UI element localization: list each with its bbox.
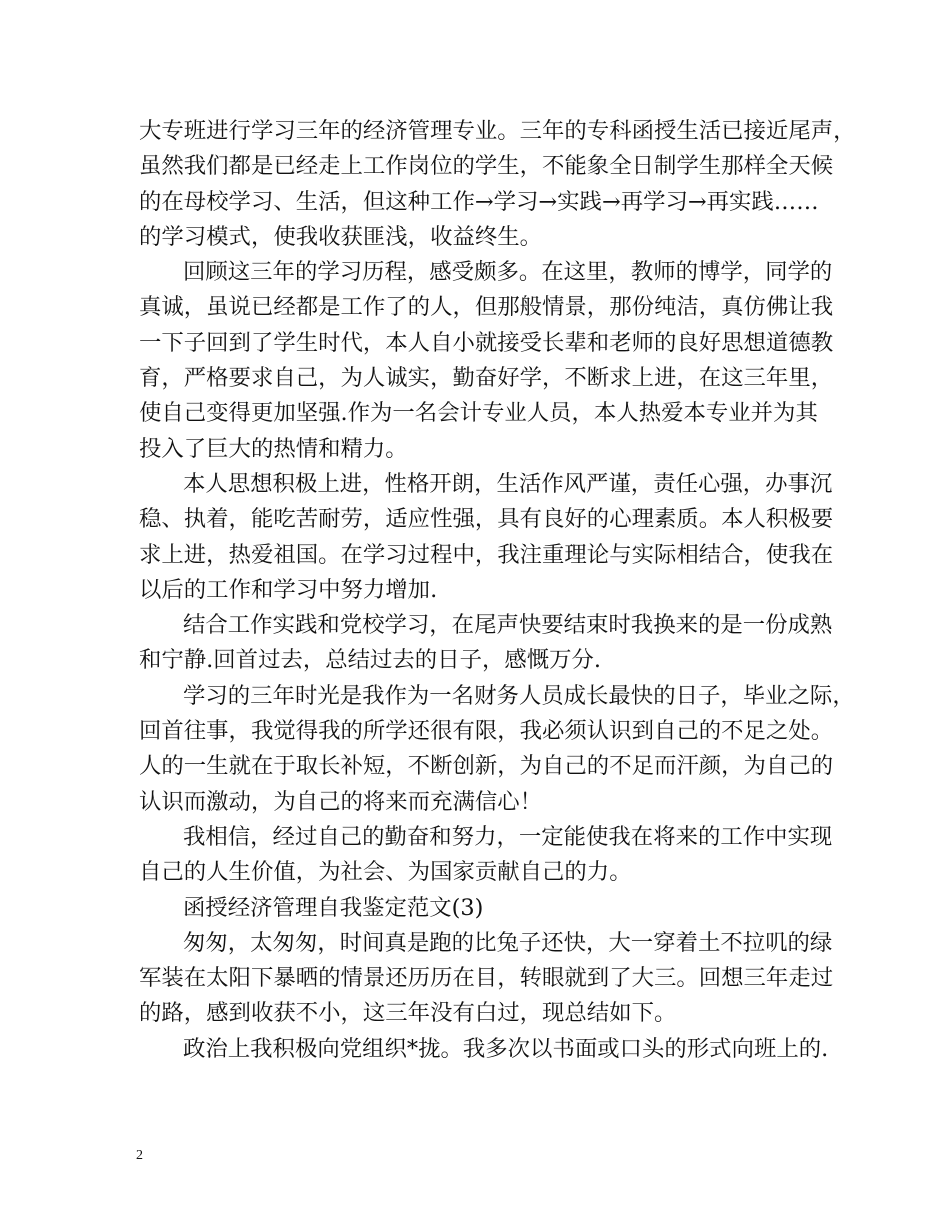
text-line: 回首往事，我觉得我的所学还很有限，我必须认识到自己的不足之处。 xyxy=(139,718,834,745)
paragraph-first-line: 结合工作实践和党校学习，在尾声快要结束时我换来的是一份成熟 xyxy=(183,612,833,639)
text-line: 军装在太阳下暴晒的情景还历历在目，转眼就到了大三。回想三年走过 xyxy=(139,965,834,992)
paragraph-first-line: 回顾这三年的学习历程，感受颇多。在这里，教师的博学，同学的 xyxy=(183,259,833,286)
text-line: 大专班进行学习三年的经济管理专业。三年的专科函授生活已接近尾声， xyxy=(139,118,856,144)
paragraph-first-line: 匆匆，太匆匆，时间真是跑的比兔子还快，大一穿着土不拉叽的绿 xyxy=(183,929,833,956)
text-line: 以后的工作和学习中努力增加. xyxy=(139,576,438,603)
text-line: 育，严格要求自己，为人诚实，勤奋好学，不断求上进，在这三年里， xyxy=(139,365,834,392)
page-number: 2 xyxy=(136,1148,143,1163)
text-line: 真诚，虽说已经都是工作了的人，但那般情景，那份纯洁，真仿佛让我 xyxy=(139,294,834,321)
text-line: 认识而激动，为自己的将来而充满信心！ xyxy=(139,788,543,815)
text-line: 虽然我们都是已经走上工作岗位的学生，不能象全日制学生那样全天候 xyxy=(139,153,834,180)
paragraph-first-line: 学习的三年时光是我作为一名财务人员成长最快的日子，毕业之际， xyxy=(183,682,855,709)
paragraph-first-line: 我相信，经过自己的勤奋和努力，一定能使我在将来的工作中实现 xyxy=(183,823,833,850)
text-line: 的路，感到收获不小，这三年没有白过，现总结如下。 xyxy=(139,1000,677,1027)
text-line: 的学习模式，使我收获匪浅，收益终生。 xyxy=(139,223,543,250)
text-line: 人的一生就在于取长补短，不断创新，为自己的不足而汗颜，为自己的 xyxy=(139,753,834,780)
text-line: 投入了巨大的热情和精力。 xyxy=(139,435,408,462)
text-line: 和宁静.回首过去，总结过去的日子，感慨万分. xyxy=(139,647,602,674)
text-line: 的在母校学习、生活，但这种工作→学习→实践→再学习→再实践…… xyxy=(139,188,819,215)
text-line: 自己的人生价值，为社会、为国家贡献自己的力。 xyxy=(139,859,632,886)
text-line: 求上进，热爱祖国。在学习过程中，我注重理论与实际相结合，使我在 xyxy=(139,541,834,568)
text-line: 使自己变得更加坚强.作为一名会计专业人员，本人热爱本专业并为其 xyxy=(139,400,818,427)
section-heading: 函授经济管理自我鉴定范文(3) xyxy=(183,894,484,921)
paragraph-first-line: 本人思想积极上进，性格开朗，生活作风严谨，责任心强，办事沉 xyxy=(183,470,833,497)
document-body xyxy=(139,114,856,1067)
text-line: 一下子回到了学生时代，本人自小就接受长辈和老师的良好思想道德教 xyxy=(139,329,834,356)
paragraph-first-line: 政治上我积极向党组织*拢。我多次以书面或口头的形式向班上的. xyxy=(183,1035,829,1062)
text-line: 稳、执着，能吃苦耐劳，适应性强，具有良好的心理素质。本人积极要 xyxy=(139,506,834,533)
